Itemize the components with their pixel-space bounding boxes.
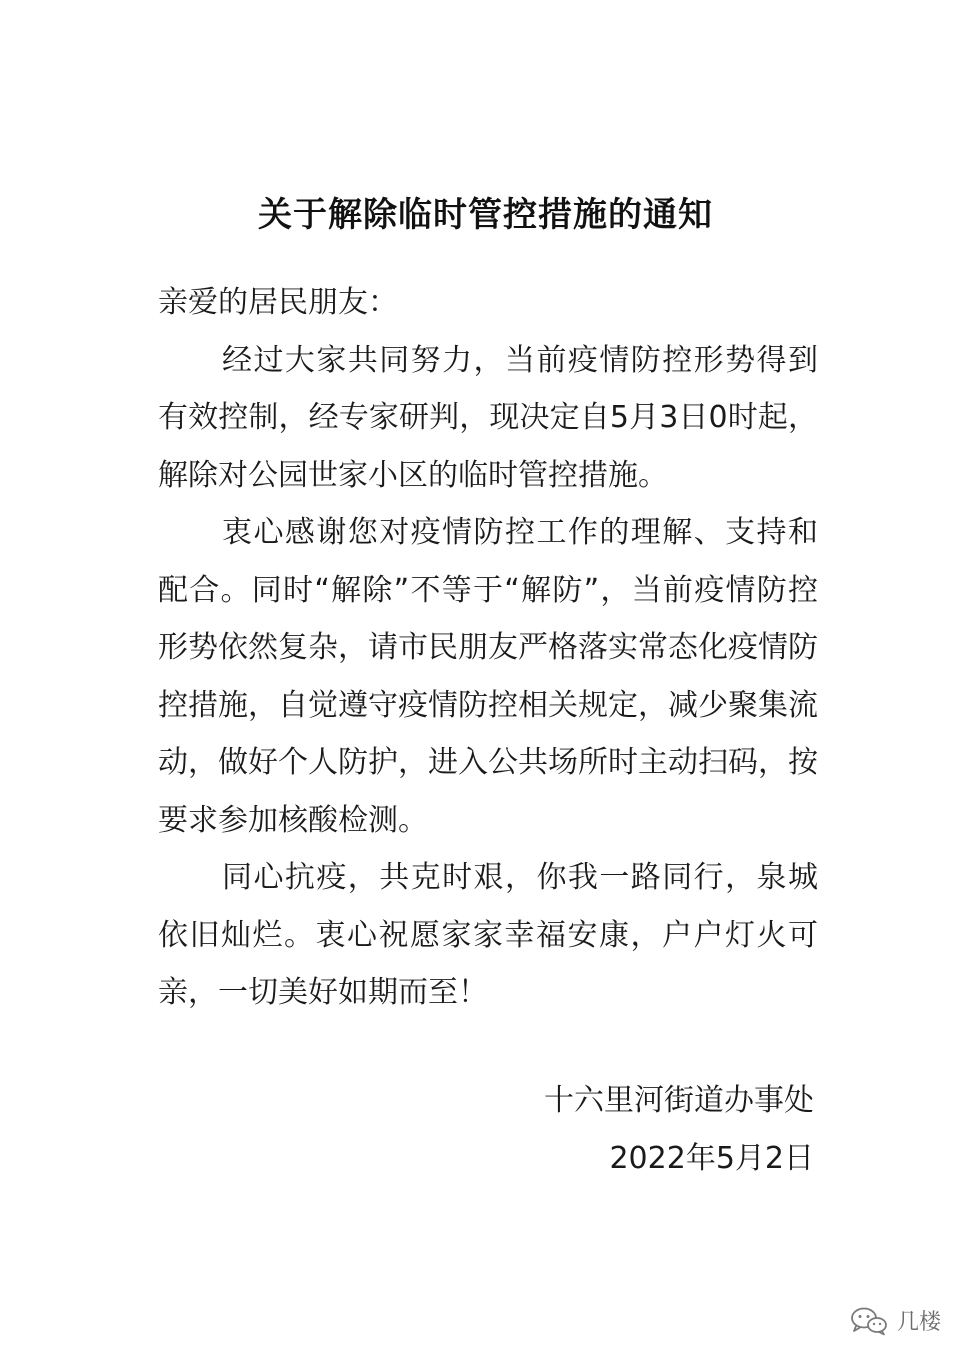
- signature-organization: 十六里河街道办事处: [544, 1083, 814, 1118]
- signature-date: 2022年5月2日: [609, 1140, 814, 1176]
- paragraph-3: 同心抗疫，共克时艰，你我一路同行，泉城依旧灿烂。衷心祝愿家家幸福安康，户户灯火可亲，一切美好如期而至！: [158, 860, 818, 1010]
- signature-block: [544, 1072, 814, 1187]
- paragraph-1: 经过大家共同努力，当前疫情防控形势得到有效控制，经专家研判，现决定自5月3日0时起，解除对公园世家小区的临时管控措施。: [158, 342, 818, 493]
- notice-title: 关于解除临时管控措施的通知: [258, 195, 713, 235]
- watermark-text: 几楼: [896, 1310, 941, 1335]
- greeting: 亲爱的居民朋友：: [158, 285, 398, 320]
- notice-body: [158, 274, 818, 1022]
- paragraph-2: 衷心感谢您对疫情防控工作的理解、支持和配合。同时“解除”不等于“解防”，当前疫情防控形势依然复杂，请市民朋友严格落实常态化疫情防控措施，自觉遵守疫情防控相关规定，减少聚集流动，做好个人防护，进入公共场所时主动扫码，按要求参加核酸检测。: [158, 515, 818, 838]
- watermark: [849, 1305, 941, 1336]
- wechat-icon: [849, 1306, 889, 1336]
